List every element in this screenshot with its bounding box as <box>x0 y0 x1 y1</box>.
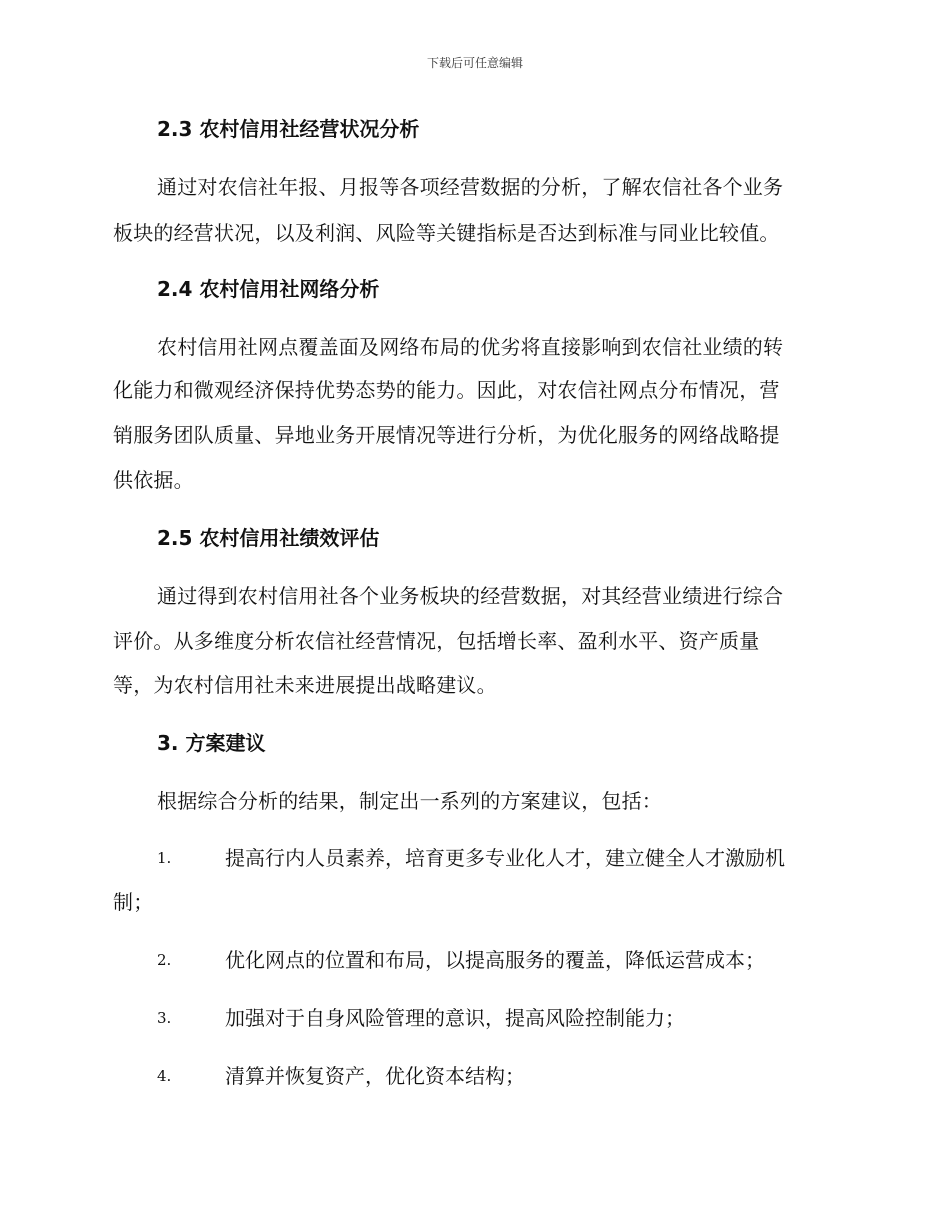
list-item-number: 1. <box>157 849 172 867</box>
list-item-text: 加强对于自身风险管理的意识，提高风险控制能力； <box>225 1006 685 1030</box>
paragraph-line: 等，为农村信用社未来进展提出战略建议。 <box>113 673 497 697</box>
paragraph-line: 通过对农信社年报、月报等各项经营数据的分析，了解农信社各个业务 <box>157 175 784 199</box>
paragraph-line: 化能力和微观经济保持优势态势的能力。因此，对农信社网点分布情况，营 <box>113 378 780 402</box>
section-heading-3: 3. 方案建议 <box>157 731 266 755</box>
paragraph-line: 根据综合分析的结果，制定出一系列的方案建议，包括： <box>157 789 662 813</box>
list-item-text: 优化网点的位置和布局，以提高服务的覆盖，降低运营成本； <box>225 948 765 972</box>
paragraph-line: 销服务团队质量、异地业务开展情况等进行分析，为优化服务的网络战略提 <box>113 423 780 447</box>
paragraph-line: 评价。从多维度分析农信社经营情况，包括增长率、盈利水平、资产质量 <box>113 629 760 653</box>
section-heading-2-5: 2.5 农村信用社绩效评估 <box>157 526 380 550</box>
page-header-note: 下载后可任意编辑 <box>426 56 523 70</box>
paragraph-line: 农村信用社网点覆盖面及网络布局的优劣将直接影响到农信社业绩的转 <box>157 335 784 359</box>
paragraph-line: 供依据。 <box>113 468 194 492</box>
section-heading-2-3: 2.3 农村信用社经营状况分析 <box>157 117 420 141</box>
list-item-number: 4. <box>157 1067 172 1085</box>
list-item-number: 3. <box>157 1009 172 1027</box>
list-item-number: 2. <box>157 951 172 969</box>
section-heading-2-4: 2.4 农村信用社网络分析 <box>157 277 380 301</box>
list-item-text: 提高行内人员素养，培育更多专业化人才，建立健全人才激励机 <box>225 846 785 870</box>
paragraph-line: 板块的经营状况，以及利润、风险等关键指标是否达到标准与同业比较值。 <box>113 221 780 245</box>
list-item-continuation: 制； <box>113 890 154 914</box>
list-item-text: 清算并恢复资产，优化资本结构； <box>225 1064 525 1088</box>
paragraph-line: 通过得到农村信用社各个业务板块的经营数据，对其经营业绩进行综合 <box>157 584 784 608</box>
